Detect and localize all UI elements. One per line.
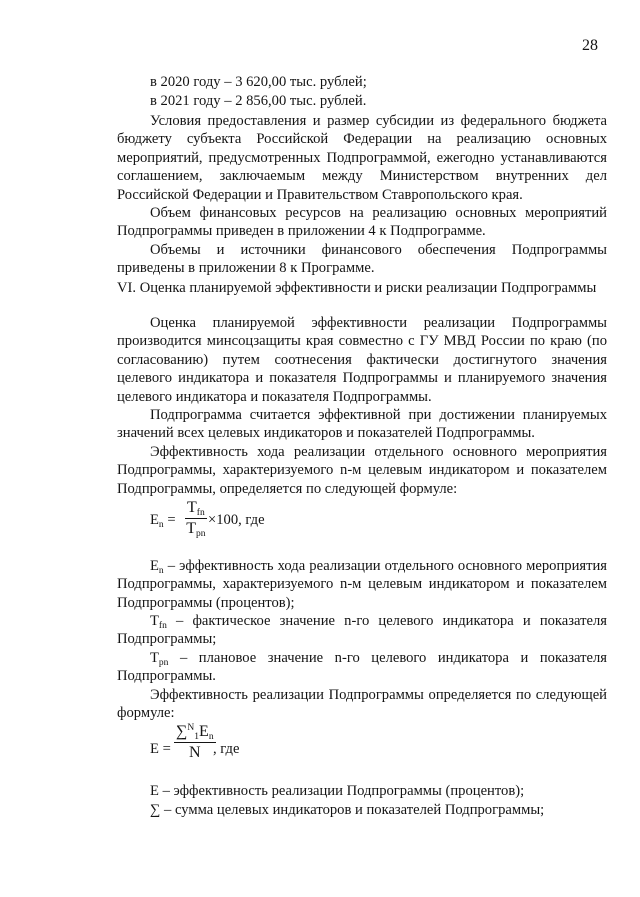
formula-denominator: T: [186, 520, 196, 537]
formula-symbol: E: [150, 741, 159, 757]
paragraph-subsidies: Условия предоставления и размер субсидии из федерального бюджета бюджету субъекта Российской Федерации на реализацию основных мероприятий, предусмотренных Подпрограммой, ежегодно устанавливаются соглашением, заключаемым между Министерством внутренних дел Российской Федерации и Правительством Ставропольского края.: [117, 113, 607, 203]
paragraph-volume: Объем финансовых ресурсов на реализацию основных мероприятий Подпрограммы приведен в приложении 4 к Подпрограмме.: [117, 205, 607, 240]
paragraph-sources: Объемы и источники финансового обеспечения Подпрограммы приведены в приложении 8 к Программе.: [117, 242, 607, 277]
paragraph-effective: Подпрограмма считается эффективной при достижении планируемых значений всех целевых индикаторов и показателей Подпрограммы.: [117, 407, 607, 442]
def-text: – плановое значение n-го целевого индикатора и показателя Подпрограммы.: [117, 650, 608, 685]
formula-equals: =: [167, 512, 176, 528]
formula-tail: , где: [213, 741, 240, 757]
formula-subscript: n: [158, 520, 164, 530]
formula-symbol: E: [150, 512, 159, 528]
formula-numerator: T: [187, 499, 197, 516]
sigma-icon: ∑: [176, 723, 188, 740]
formula-fraction: [185, 499, 207, 538]
definition-e: E – эффективность реализации Подпрограммы (процентов);: [150, 783, 525, 799]
def-symbol: $T_{pn}$: [150, 650, 169, 668]
paragraph-progress: Эффективность хода реализации отдельного основного мероприятия Подпрограммы, характеризуемого n-м целевым индикатором и показателем Подпрограммы, определяется по следующей формуле:: [117, 444, 607, 497]
definition-tpn: [117, 649, 607, 686]
definition-tfn: [117, 612, 607, 649]
def-symbol: $T_{fn}$: [150, 613, 167, 631]
paragraph-evaluation: Оценка планируемой эффективности реализации Подпрограммы производится минсоцзащиты края совместно с ГУ МВД России по краю (по согласованию) путем соотнесения фактически достигнутого значения целевого индикатора и показателя Подпрограммы и планируемого значения целевого индикатора и показателя Подпрограммы.: [117, 315, 607, 405]
def-text: – фактическое значение n-го целевого индикатора и показателя Подпрограммы;: [117, 613, 607, 648]
paragraph-overall: Эффективность реализации Подпрограммы определяется по следующей формуле:: [117, 687, 607, 722]
formula-superscript: N: [187, 723, 195, 733]
formula-subscript: 1: [194, 732, 200, 742]
definition-en: [117, 557, 607, 612]
formula-denominator: N: [189, 744, 201, 761]
formula-equals: =: [162, 741, 171, 757]
formula-fraction: [174, 723, 216, 762]
formula-numerator: E: [199, 723, 209, 740]
def-text: – эффективность хода реализации отдельного основного мероприятия Подпрограммы, характеризуемого n-м целевым индикатором и показателем Подпрограммы (процентов);: [117, 558, 607, 611]
section-heading: VI. Оценка планируемой эффективности и риски реализации Подпрограммы: [117, 280, 597, 296]
formula-tail: ×100, где: [208, 512, 265, 528]
page-number: 28: [582, 37, 598, 54]
line-2021: в 2021 году – 2 856,00 тыс. рублей.: [150, 93, 367, 109]
formula-subscript: n: [208, 732, 214, 742]
formula-subscript: fn: [196, 508, 205, 518]
line-2020: в 2020 году – 3 620,00 тыс. рублей;: [150, 74, 367, 90]
def-symbol: $E_n$: [150, 558, 164, 576]
formula-subscript: pn: [195, 529, 206, 539]
definition-sum: ∑ – сумма целевых индикаторов и показателей Подпрограммы;: [150, 802, 545, 818]
